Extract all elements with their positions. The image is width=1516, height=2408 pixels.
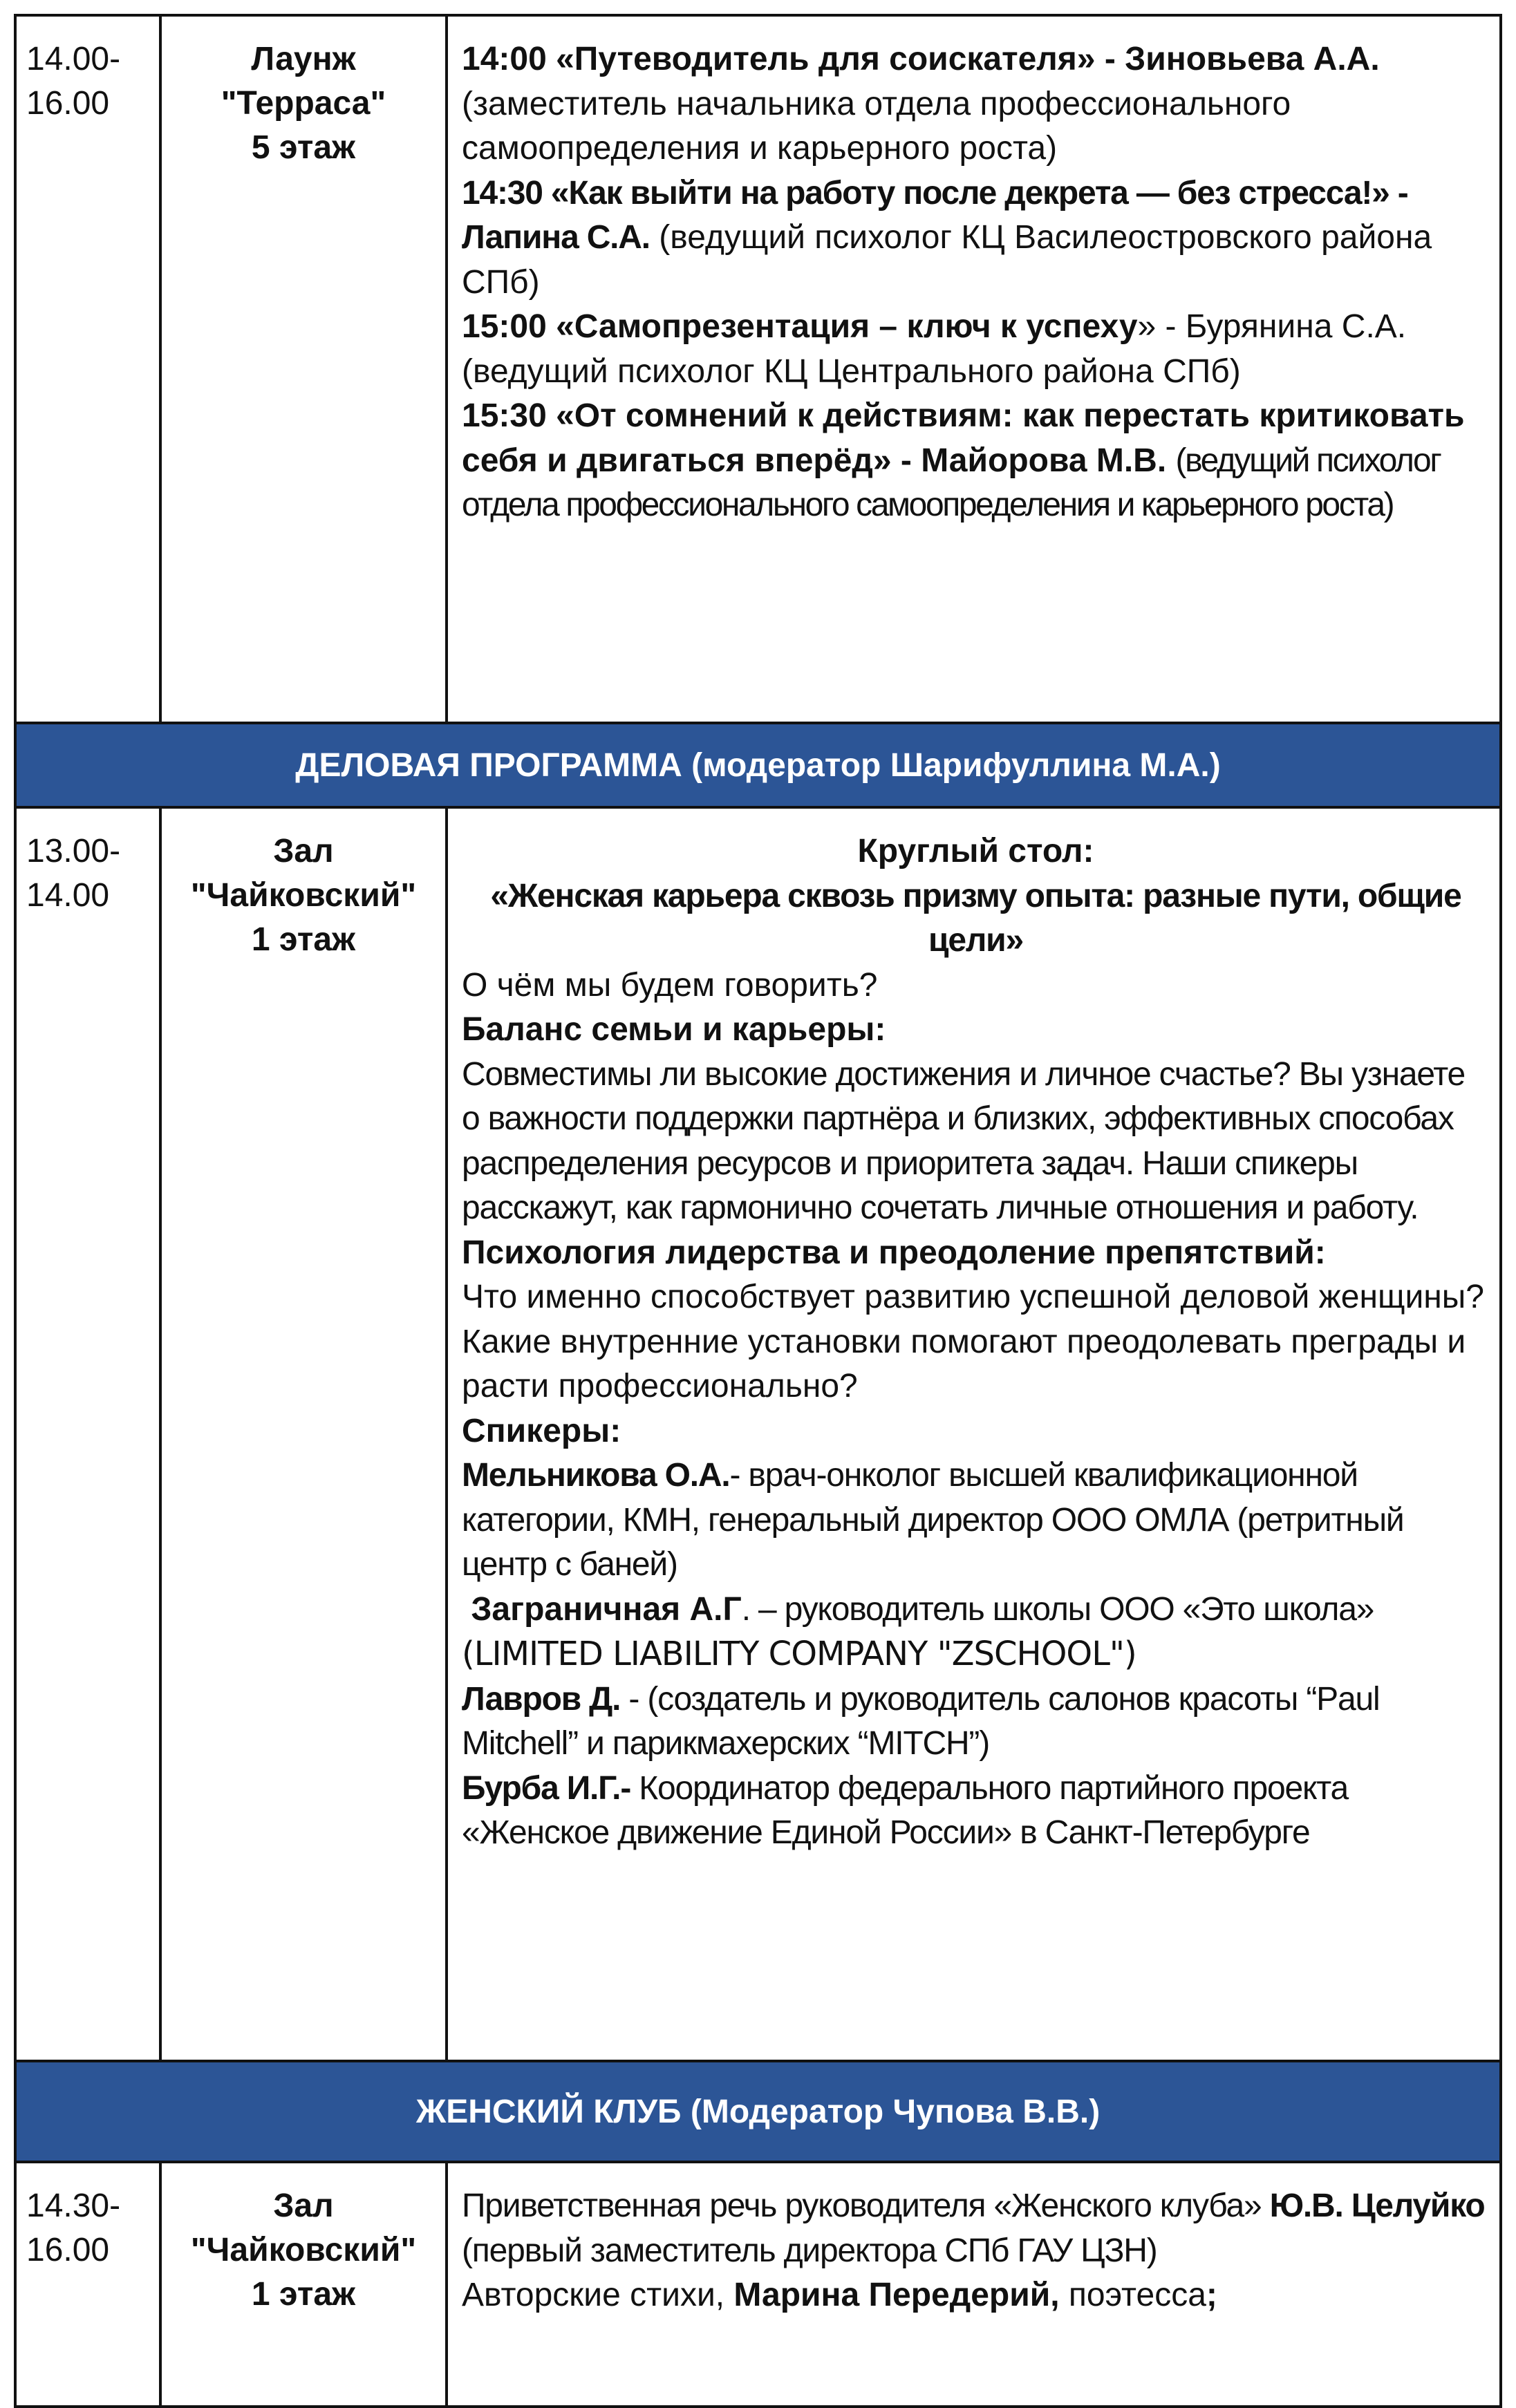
time-text: 13.00- 14.00 [26,833,121,914]
speaker-item [462,1454,1490,1588]
schedule-page [14,14,1502,2408]
description-cell [447,2162,1501,2407]
speaker-item [462,1767,1490,1856]
roundtable-title: «Женская карьера сквозь призму опыта: разные пути, общие цели» [490,877,1461,959]
table-row [15,15,1501,723]
section-title: ЖЕНСКИЙ КЛУБ (Модератор Чупова В.В.) [15,2061,1501,2162]
item-tail: » - Бурянина С.А. [1137,308,1407,345]
speaker-item [462,1677,1490,1767]
place-text: Лаунж "Терраса" 5 этаж [221,41,386,166]
time-cell [15,15,160,723]
time-text: 14.00- 16.00 [26,41,121,122]
program-item [462,171,1490,305]
place-cell [160,2162,447,2407]
program-item [462,305,1490,394]
table-row [15,2162,1501,2407]
poet-name: Марина Передерий, [733,2277,1060,2313]
section-header [15,2061,1501,2162]
speakers-heading: Спикеры: [462,1412,621,1449]
speaker-name: Заграничная А.Г [471,1590,742,1628]
greeting-name: Ю.В. Целуйко [1269,2188,1485,2224]
time-cell [15,807,160,2061]
speaker-name: Бурба И.Г.- [462,1769,631,1807]
speaker-name: Лавров Д. [462,1680,621,1718]
topic-text: Совместимы ли высокие достижения и личное счастье? Вы узнаете о важности поддержки партнёра и близких, эффективных способах распределения ресурсов и приоритета задач. Наши спикеры расскажут, как гармонично сочетать личные отношения и работу. [462,1055,1466,1226]
description-cell [447,15,1501,723]
speaker-desc: Координатор федерального партийного проекта «Женское движение Единой России» в Санкт-Петербурге [462,1769,1349,1851]
speaker-name: Мельникова О.А. [462,1457,730,1494]
description-cell [447,807,1501,2061]
program-item [462,37,1490,171]
item-note: (ведущий психолог отдела профессионального самоопределения и карьерного роста) [462,442,1441,523]
speaker-extra: (LIMITED LIABILITY COMPANY "ZSCHOOL") [462,1635,1136,1673]
item-note: (заместитель начальника отдела профессионального самоопределения и карьерного роста) [462,85,1291,167]
speaker-item [462,1588,1490,1677]
place-text: Зал "Чайковский" 1 этаж [190,833,417,958]
place-cell [160,15,447,723]
section-header [15,723,1501,807]
item-note: (ведущий психолог КЦ Василеостровского района СПб) [462,219,1432,301]
intro-text: О чём мы будем говорить? [462,966,878,1004]
roundtable-label: Круглый стол: [857,833,1094,869]
poems-item: Авторские стихи, Марина Передерий, поэтесса; [462,2277,1217,2313]
speaker-desc: - врач-онколог высшей квалификационной категории, КМН, генеральный директор ООО ОМЛА (ретритный центр с баней) [462,1457,1404,1583]
item-note: (ведущий психолог КЦ Центрального района СПб) [462,352,1241,390]
time-cell [15,2162,160,2407]
topic-heading: Психология лидерства и преодоление препятствий: [462,1234,1326,1271]
topic-text: Что именно способствует развитию успешной деловой женщины? Какие внутренние установки помогают преодолевать преграды и расти профессионально? [462,1279,1484,1404]
speaker-desc: . – руководитель школы ООО «Это школа» [741,1590,1374,1628]
item-title: 15:00 «Самопрезентация – ключ к успеху [462,308,1138,345]
place-cell [160,807,447,2061]
item-title: 15:30 «От сомнений к действиям: как перестать критиковать себя и двигаться вперёд» - Майорова М.В. [462,397,1465,479]
schedule-table [14,14,1502,2408]
topic-heading: Баланс семьи и карьеры: [462,1011,886,1048]
item-title: 14:30 «Как выйти на работу после декрета — без стресса!» - Лапина С.А. [462,174,1408,256]
place-text: Зал "Чайковский" 1 этаж [190,2188,417,2313]
time-text: 14.30- 16.00 [26,2188,121,2268]
greeting-item: Приветственная речь руководителя «Женского клуба» Ю.В. Целуйко (первый заместитель директора СПб ГАУ ЦЗН) [462,2188,1485,2269]
speaker-desc: - (создатель и руководитель салонов красоты “Paul Mitchell” и парикмахерских “MITCH”) [462,1680,1380,1762]
program-item [462,394,1490,528]
table-row [15,807,1501,2061]
section-title: ДЕЛОВАЯ ПРОГРАММА (модератор Шарифуллина М.А.) [15,723,1501,807]
item-title: 14:00 «Путеводитель для соискателя» - Зиновьева А.А. [462,41,1380,77]
